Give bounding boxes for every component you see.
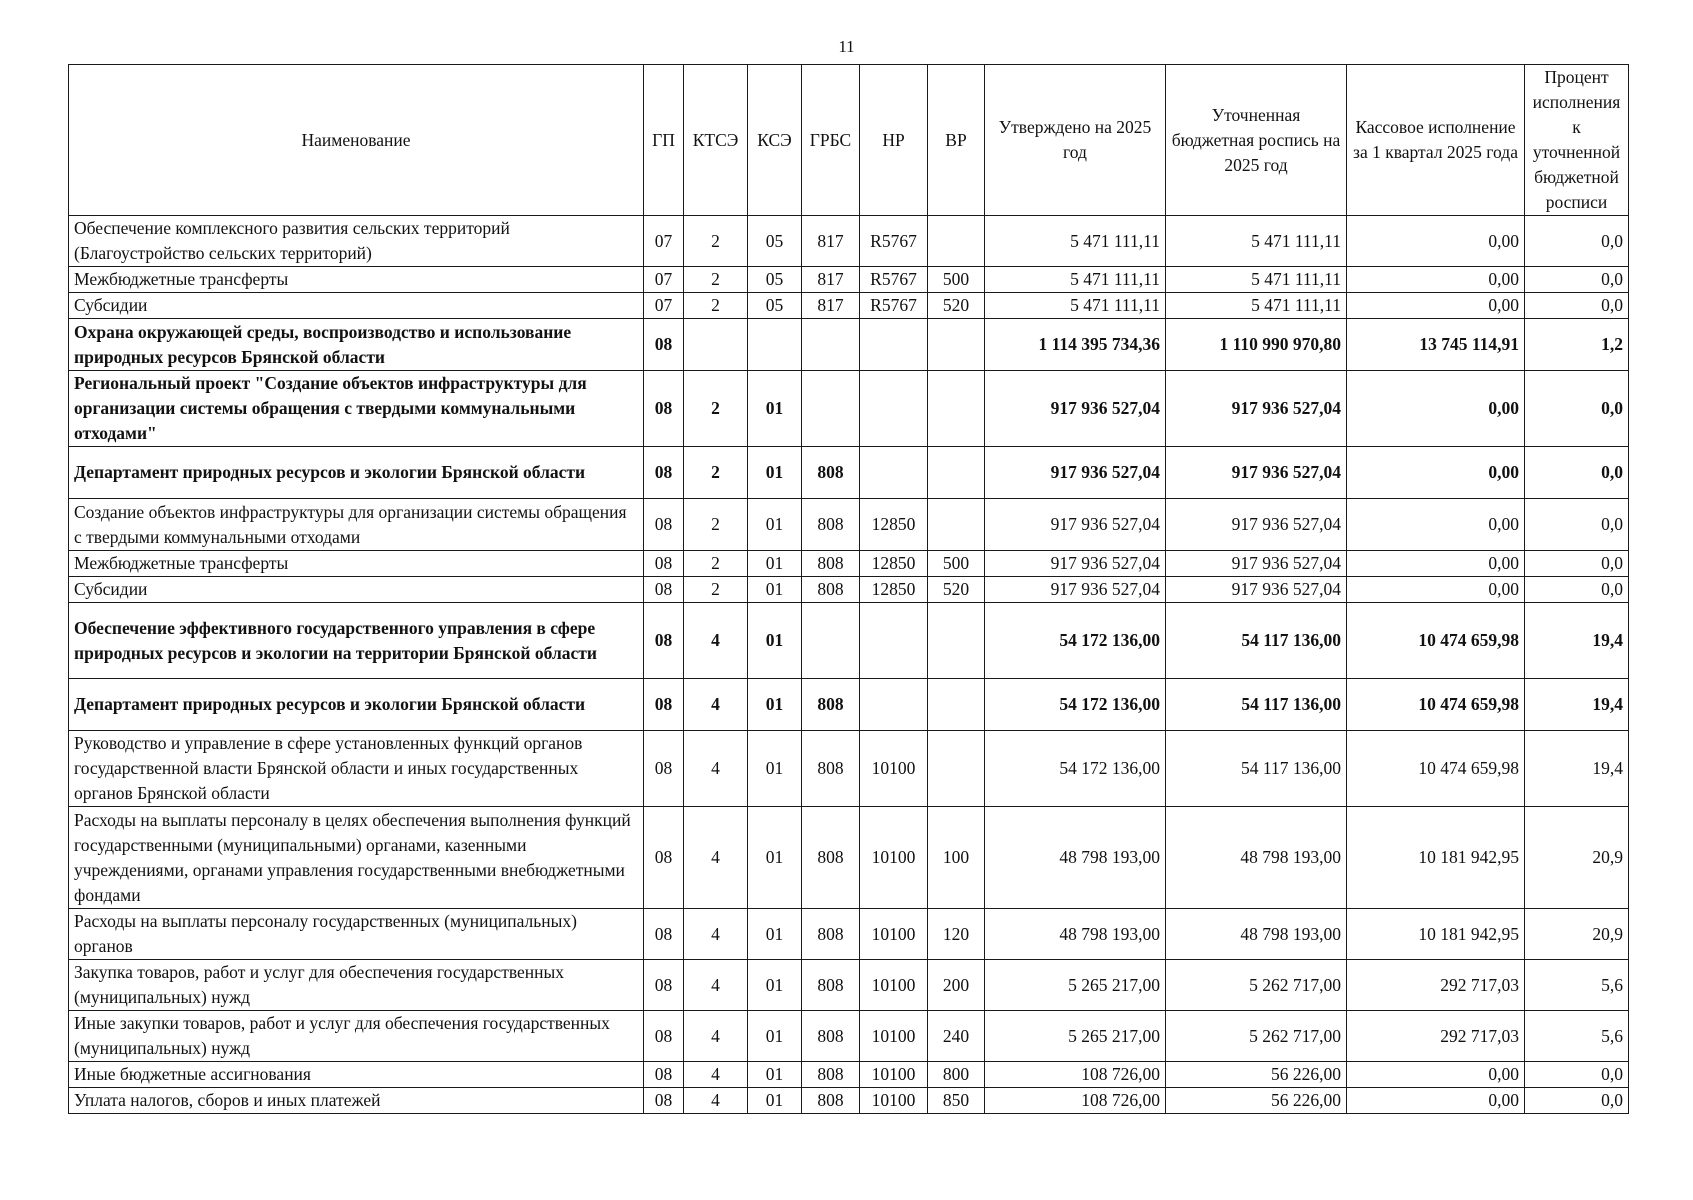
row-ktse: 4: [684, 1011, 748, 1062]
row-cash: 0,00: [1347, 293, 1525, 319]
row-kse: 05: [748, 267, 802, 293]
page-number: 11: [838, 37, 855, 56]
header-kse: КСЭ: [748, 65, 802, 216]
row-kse: 01: [748, 1011, 802, 1062]
header-vr: ВР: [928, 65, 985, 216]
row-percent: 0,0: [1525, 447, 1629, 499]
row-grbs: 808: [802, 1011, 860, 1062]
row-cash: 292 717,03: [1347, 960, 1525, 1011]
row-percent: 19,4: [1525, 603, 1629, 679]
row-approved: 54 172 136,00: [985, 603, 1166, 679]
table-row: [69, 960, 1629, 1011]
row-cash: 292 717,03: [1347, 1011, 1525, 1062]
row-gp: 08: [644, 1011, 684, 1062]
row-ktse: 4: [684, 603, 748, 679]
row-cash: 13 745 114,91: [1347, 319, 1525, 371]
row-kse: 01: [748, 909, 802, 960]
row-percent: 0,0: [1525, 371, 1629, 447]
row-cash: 0,00: [1347, 1088, 1525, 1114]
header-nr: НР: [860, 65, 928, 216]
header-cash: Кассовое исполнение за 1 квартал 2025 года: [1347, 65, 1525, 216]
table-row: [69, 319, 1629, 371]
row-gp: 08: [644, 1088, 684, 1114]
row-kse: 01: [748, 447, 802, 499]
row-name: Создание объектов инфраструктуры для организации системы обращения с твердыми коммунальными отходами: [69, 499, 644, 551]
header-gp: ГП: [644, 65, 684, 216]
row-name: Департамент природных ресурсов и экологии Брянской области: [69, 447, 644, 499]
row-vr: 520: [928, 577, 985, 603]
row-nr: 10100: [860, 731, 928, 807]
row-gp: 08: [644, 371, 684, 447]
row-approved: 5 265 217,00: [985, 1011, 1166, 1062]
row-name: Иные бюджетные ассигнования: [69, 1062, 644, 1088]
row-gp: 08: [644, 319, 684, 371]
row-grbs: [802, 603, 860, 679]
row-approved: 5 471 111,11: [985, 216, 1166, 267]
row-cash: 0,00: [1347, 216, 1525, 267]
row-vr: 500: [928, 267, 985, 293]
row-nr: R5767: [860, 293, 928, 319]
row-name: Субсидии: [69, 293, 644, 319]
row-grbs: 808: [802, 807, 860, 909]
row-vr: 800: [928, 1062, 985, 1088]
row-approved: 5 471 111,11: [985, 267, 1166, 293]
row-gp: 08: [644, 499, 684, 551]
row-vr: [928, 319, 985, 371]
row-nr: [860, 679, 928, 731]
row-gp: 08: [644, 551, 684, 577]
row-kse: 05: [748, 293, 802, 319]
row-vr: [928, 731, 985, 807]
row-approved: 48 798 193,00: [985, 909, 1166, 960]
row-grbs: [802, 319, 860, 371]
row-grbs: 808: [802, 499, 860, 551]
row-refined: 48 798 193,00: [1166, 909, 1347, 960]
row-vr: [928, 499, 985, 551]
row-name: Расходы на выплаты персоналу государственных (муниципальных) органов: [69, 909, 644, 960]
row-gp: 08: [644, 603, 684, 679]
row-percent: 0,0: [1525, 1062, 1629, 1088]
row-ktse: 4: [684, 909, 748, 960]
row-vr: 100: [928, 807, 985, 909]
row-ktse: 4: [684, 1088, 748, 1114]
row-kse: 01: [748, 807, 802, 909]
row-nr: [860, 371, 928, 447]
row-gp: 08: [644, 909, 684, 960]
row-nr: 12850: [860, 577, 928, 603]
row-grbs: 817: [802, 267, 860, 293]
row-refined: 917 936 527,04: [1166, 447, 1347, 499]
row-percent: 5,6: [1525, 1011, 1629, 1062]
row-ktse: 4: [684, 960, 748, 1011]
row-refined: 917 936 527,04: [1166, 577, 1347, 603]
table-row: [69, 551, 1629, 577]
row-name: Департамент природных ресурсов и экологии Брянской области: [69, 679, 644, 731]
row-refined: 54 117 136,00: [1166, 679, 1347, 731]
row-ktse: 2: [684, 551, 748, 577]
row-kse: 01: [748, 960, 802, 1011]
row-name: Субсидии: [69, 577, 644, 603]
row-vr: 200: [928, 960, 985, 1011]
row-vr: [928, 603, 985, 679]
row-nr: R5767: [860, 216, 928, 267]
row-nr: [860, 319, 928, 371]
row-ktse: [684, 319, 748, 371]
row-approved: 5 265 217,00: [985, 960, 1166, 1011]
header-percent: Процент исполнения к уточненной бюджетной росписи: [1525, 65, 1629, 216]
row-percent: 0,0: [1525, 267, 1629, 293]
row-approved: 5 471 111,11: [985, 293, 1166, 319]
row-kse: 01: [748, 603, 802, 679]
header-approved: Утверждено на 2025 год: [985, 65, 1166, 216]
row-grbs: 808: [802, 551, 860, 577]
row-name: Межбюджетные трансферты: [69, 551, 644, 577]
table-row: [69, 293, 1629, 319]
row-grbs: 808: [802, 909, 860, 960]
table-row: [69, 1011, 1629, 1062]
row-ktse: 2: [684, 577, 748, 603]
row-refined: 917 936 527,04: [1166, 499, 1347, 551]
row-ktse: 2: [684, 447, 748, 499]
row-approved: 917 936 527,04: [985, 499, 1166, 551]
table-row: [69, 499, 1629, 551]
row-nr: 10100: [860, 807, 928, 909]
row-gp: 08: [644, 447, 684, 499]
table-row: [69, 807, 1629, 909]
row-grbs: 817: [802, 293, 860, 319]
row-vr: [928, 371, 985, 447]
row-grbs: [802, 371, 860, 447]
row-name: Обеспечение эффективного государственного управления в сфере природных ресурсов и экологии на территории Брянской области: [69, 603, 644, 679]
row-percent: 20,9: [1525, 807, 1629, 909]
row-vr: [928, 679, 985, 731]
header-ktse: КТСЭ: [684, 65, 748, 216]
row-percent: 0,0: [1525, 216, 1629, 267]
row-cash: 0,00: [1347, 447, 1525, 499]
row-vr: 120: [928, 909, 985, 960]
row-cash: 10 474 659,98: [1347, 603, 1525, 679]
row-name: Уплата налогов, сборов и иных платежей: [69, 1088, 644, 1114]
row-vr: 500: [928, 551, 985, 577]
row-nr: [860, 603, 928, 679]
row-ktse: 4: [684, 807, 748, 909]
row-refined: 1 110 990 970,80: [1166, 319, 1347, 371]
budget-table: [68, 64, 1629, 1114]
row-percent: 1,2: [1525, 319, 1629, 371]
row-refined: 54 117 136,00: [1166, 603, 1347, 679]
row-approved: 48 798 193,00: [985, 807, 1166, 909]
row-grbs: 808: [802, 577, 860, 603]
row-nr: 12850: [860, 499, 928, 551]
row-nr: 12850: [860, 551, 928, 577]
row-refined: 917 936 527,04: [1166, 371, 1347, 447]
row-ktse: 2: [684, 499, 748, 551]
row-refined: 56 226,00: [1166, 1088, 1347, 1114]
row-name: Закупка товаров, работ и услуг для обеспечения государственных (муниципальных) нужд: [69, 960, 644, 1011]
row-ktse: 2: [684, 216, 748, 267]
row-gp: 08: [644, 960, 684, 1011]
row-gp: 08: [644, 731, 684, 807]
row-percent: 0,0: [1525, 1088, 1629, 1114]
row-approved: 108 726,00: [985, 1062, 1166, 1088]
table-row: [69, 679, 1629, 731]
row-percent: 19,4: [1525, 679, 1629, 731]
table-row: [69, 577, 1629, 603]
table-row: [69, 731, 1629, 807]
table-row: [69, 1062, 1629, 1088]
row-ktse: 2: [684, 267, 748, 293]
header-name: Наименование: [69, 65, 644, 216]
table-row: [69, 909, 1629, 960]
row-kse: 01: [748, 731, 802, 807]
row-approved: 54 172 136,00: [985, 679, 1166, 731]
row-kse: 01: [748, 577, 802, 603]
row-name: Руководство и управление в сфере установленных функций органов государственной власти Брянской области и иных государственных органов Брянской области: [69, 731, 644, 807]
row-ktse: 4: [684, 679, 748, 731]
row-approved: 917 936 527,04: [985, 551, 1166, 577]
table-row: [69, 603, 1629, 679]
row-ktse: 2: [684, 293, 748, 319]
row-percent: 20,9: [1525, 909, 1629, 960]
row-name: Охрана окружающей среды, воспроизводство и использование природных ресурсов Брянской области: [69, 319, 644, 371]
row-cash: 10 474 659,98: [1347, 679, 1525, 731]
row-cash: 10 181 942,95: [1347, 807, 1525, 909]
row-refined: 5 262 717,00: [1166, 960, 1347, 1011]
row-vr: [928, 216, 985, 267]
row-gp: 08: [644, 807, 684, 909]
row-gp: 08: [644, 679, 684, 731]
row-cash: 0,00: [1347, 499, 1525, 551]
row-nr: 10100: [860, 1062, 928, 1088]
row-gp: 08: [644, 1062, 684, 1088]
row-grbs: 817: [802, 216, 860, 267]
row-cash: 0,00: [1347, 551, 1525, 577]
table-row: [69, 371, 1629, 447]
row-nr: [860, 447, 928, 499]
row-name: Расходы на выплаты персоналу в целях обеспечения выполнения функций государственными (муниципальными) органами, казенными учреждениями, органами управления государственными внебюджетными фондами: [69, 807, 644, 909]
row-cash: 0,00: [1347, 577, 1525, 603]
row-kse: 01: [748, 1062, 802, 1088]
row-approved: 917 936 527,04: [985, 447, 1166, 499]
row-cash: 0,00: [1347, 1062, 1525, 1088]
row-nr: 10100: [860, 1011, 928, 1062]
row-refined: 5 471 111,11: [1166, 267, 1347, 293]
table-row: [69, 1088, 1629, 1114]
row-name: Региональный проект "Создание объектов инфраструктуры для организации системы обращения с твердыми коммунальными отходами": [69, 371, 644, 447]
row-approved: 54 172 136,00: [985, 731, 1166, 807]
row-refined: 5 471 111,11: [1166, 293, 1347, 319]
row-kse: 01: [748, 1088, 802, 1114]
row-gp: 08: [644, 577, 684, 603]
row-refined: 5 471 111,11: [1166, 216, 1347, 267]
row-kse: 01: [748, 679, 802, 731]
row-gp: 07: [644, 293, 684, 319]
row-ktse: 4: [684, 1062, 748, 1088]
row-percent: 0,0: [1525, 577, 1629, 603]
row-percent: 0,0: [1525, 293, 1629, 319]
row-refined: 917 936 527,04: [1166, 551, 1347, 577]
table-header-row: [69, 65, 1629, 216]
row-percent: 5,6: [1525, 960, 1629, 1011]
row-kse: 05: [748, 216, 802, 267]
table-row: [69, 447, 1629, 499]
table-row: [69, 216, 1629, 267]
row-gp: 07: [644, 267, 684, 293]
row-approved: 917 936 527,04: [985, 577, 1166, 603]
row-cash: 10 181 942,95: [1347, 909, 1525, 960]
row-approved: 917 936 527,04: [985, 371, 1166, 447]
row-kse: 01: [748, 371, 802, 447]
row-vr: [928, 447, 985, 499]
header-refined: Уточненная бюджетная роспись на 2025 год: [1166, 65, 1347, 216]
row-ktse: 2: [684, 371, 748, 447]
row-kse: [748, 319, 802, 371]
row-percent: 19,4: [1525, 731, 1629, 807]
row-grbs: 808: [802, 679, 860, 731]
row-percent: 0,0: [1525, 551, 1629, 577]
row-gp: 07: [644, 216, 684, 267]
row-nr: 10100: [860, 1088, 928, 1114]
row-name: Иные закупки товаров, работ и услуг для обеспечения государственных (муниципальных) нужд: [69, 1011, 644, 1062]
row-cash: 0,00: [1347, 267, 1525, 293]
row-ktse: 4: [684, 731, 748, 807]
row-grbs: 808: [802, 447, 860, 499]
row-grbs: 808: [802, 731, 860, 807]
row-percent: 0,0: [1525, 499, 1629, 551]
row-grbs: 808: [802, 1062, 860, 1088]
table-row: [69, 267, 1629, 293]
row-nr: 10100: [860, 909, 928, 960]
row-vr: 520: [928, 293, 985, 319]
row-approved: 1 114 395 734,36: [985, 319, 1166, 371]
header-grbs: ГРБС: [802, 65, 860, 216]
row-name: Межбюджетные трансферты: [69, 267, 644, 293]
row-vr: 850: [928, 1088, 985, 1114]
row-grbs: 808: [802, 1088, 860, 1114]
row-nr: 10100: [860, 960, 928, 1011]
row-kse: 01: [748, 499, 802, 551]
row-kse: 01: [748, 551, 802, 577]
row-nr: R5767: [860, 267, 928, 293]
row-vr: 240: [928, 1011, 985, 1062]
row-grbs: 808: [802, 960, 860, 1011]
row-refined: 5 262 717,00: [1166, 1011, 1347, 1062]
row-refined: 48 798 193,00: [1166, 807, 1347, 909]
row-approved: 108 726,00: [985, 1088, 1166, 1114]
row-refined: 56 226,00: [1166, 1062, 1347, 1088]
row-refined: 54 117 136,00: [1166, 731, 1347, 807]
row-cash: 0,00: [1347, 371, 1525, 447]
row-cash: 10 474 659,98: [1347, 731, 1525, 807]
row-name: Обеспечение комплексного развития сельских территорий (Благоустройство сельских территорий): [69, 216, 644, 267]
